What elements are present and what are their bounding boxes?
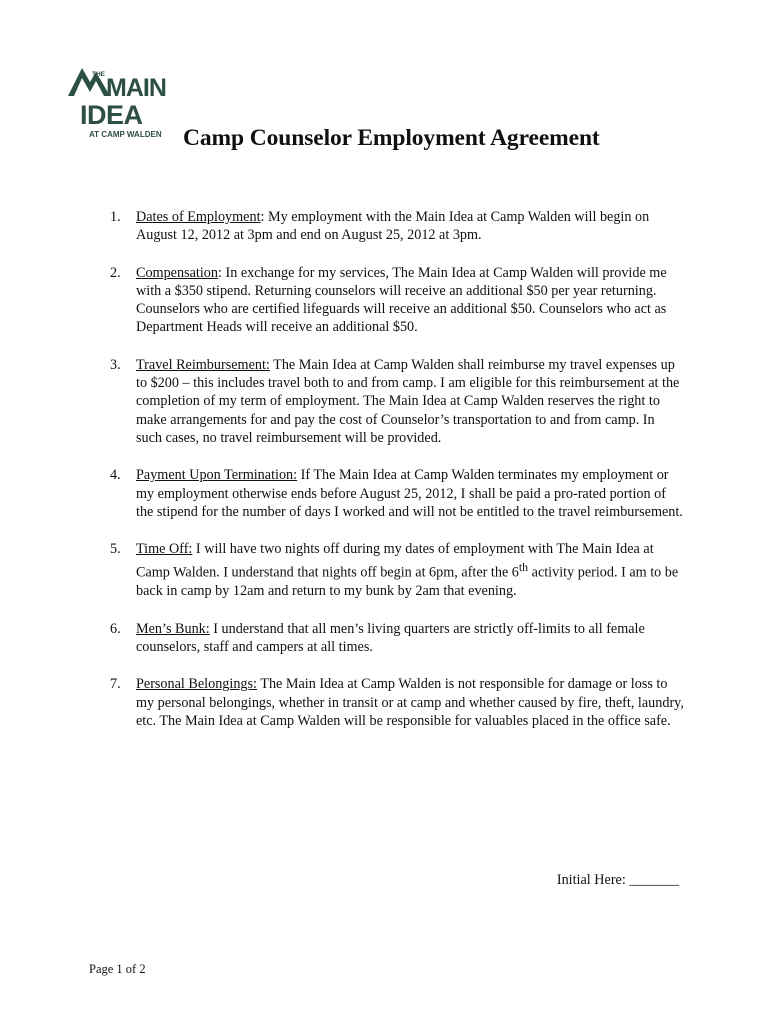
clause-superscript: th [518, 560, 529, 575]
clause-travel-reimbursement [110, 356, 684, 447]
logo-small-text: THE [92, 71, 105, 78]
agreement-clauses [110, 208, 684, 730]
clause-payment-upon-termination [110, 466, 684, 521]
clause-number: 5. [110, 541, 121, 558]
logo-line1: MAIN [106, 74, 166, 102]
clause-mens-bunk [110, 620, 684, 657]
initial-here-line: Initial Here: _______ [556, 872, 679, 888]
clause-term: Travel Reimbursement: [136, 356, 270, 373]
clause-separator: : [217, 264, 222, 281]
clause-time-off [110, 540, 684, 601]
clause-dates-of-employment [110, 208, 684, 245]
clause-text: The Main Idea at Camp Walden shall reimburse my travel expenses up to $200 – this includes travel both to and from camp. I am eligible for this reimbursement at the completion of my term of employment. The Main Idea at Camp Walden reserves the right to make arrangements for and pay the cost of Counselor’s transportation to and from camp. In such cases, no travel reimbursement will be provided. [136, 356, 680, 446]
logo-mark [66, 62, 172, 140]
clause-text: In exchange for my services, The Main Idea at Camp Walden will provide me with a $350 stipend. Returning counselors will receive an additional $50 per year returning. Counselors who are certified lifeguards will receive an additional $50. Counselors who act as Department Heads will receive an additional $50. [136, 264, 667, 336]
clause-separator: : [260, 209, 265, 225]
clause-term: Men’s Bunk: [136, 620, 210, 637]
clause-number: 6. [110, 620, 121, 637]
clause-text: I understand that all men’s living quarters are strictly off-limits to all female counselors, staff and campers at all times. [136, 620, 645, 656]
page-number: Page 1 of 2 [89, 962, 146, 976]
logo-subtitle: AT CAMP WALDEN [89, 130, 162, 139]
clause-personal-belongings [110, 675, 684, 730]
clause-term: Compensation [136, 264, 218, 281]
clause-text: If The Main Idea at Camp Walden terminates my employment or my employment otherwise ends before August 25, 2012, I shall be paid a pro-rated portion of the stipend for the number of days I worked and will not be entitled to the travel reimbursement. [136, 467, 683, 520]
clause-number: 3. [110, 356, 121, 373]
clause-text-before: I will have two nights off during my dates of employment with The Main Idea at Camp Walden. I understand that nights off begin at 6pm, after the 6 [136, 541, 654, 582]
clause-number: 4. [110, 467, 121, 484]
clause-number: 1. [110, 209, 121, 225]
clause-text: The Main Idea at Camp Walden is not responsible for damage or loss to my personal belongings, whether in transit or at camp and whether caused by fire, theft, laundry, etc. The Main Idea at Camp Walden will be responsible for valuables placed in the office safe. [136, 676, 684, 729]
clause-term: Dates of Employment [136, 209, 261, 225]
clause-text-after: activity period. I am to be back in camp by 12am and return to my bunk by 2am that evening. [136, 565, 679, 600]
clause-term: Personal Belongings: [136, 676, 257, 693]
logo-line2: IDEA [80, 100, 143, 130]
clause-text: My employment with the Main Idea at Camp Walden will begin on August 12, 2012 at 3pm and end on August 25, 2012 at 3pm. [136, 209, 650, 244]
main-idea-logo [66, 62, 172, 140]
clause-term: Payment Upon Termination: [136, 467, 298, 484]
clause-compensation [110, 264, 684, 337]
document-title: Camp Counselor Employment Agreement [183, 125, 600, 151]
clause-term: Time Off: [136, 541, 193, 558]
clause-number: 7. [110, 676, 121, 693]
clause-number: 2. [110, 264, 121, 281]
